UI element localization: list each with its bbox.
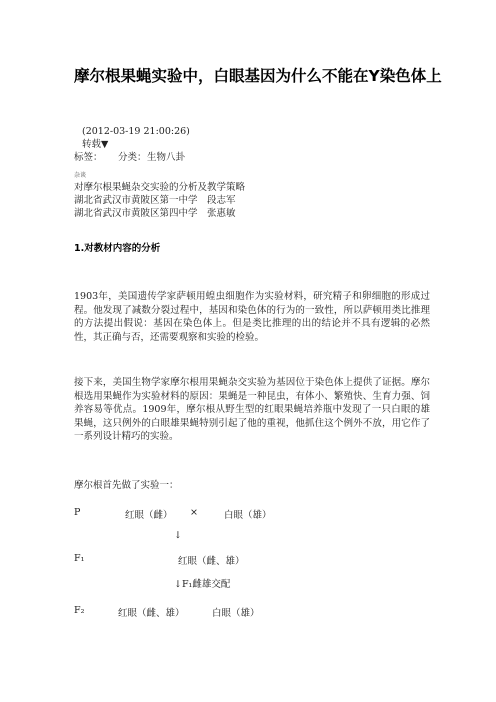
source-tag: 杂谈 (74, 172, 87, 179)
f2-generation-label: F₂ (74, 605, 85, 616)
p-generation-label: P (74, 507, 81, 518)
section-heading: 1.对教材内容的分析 (74, 243, 161, 254)
paragraph-2: 接下来，美国生物学家摩尔根用果蝇杂交实验为基因位于染色体上提供了证据。摩尔根选用果蝇作为实验材料的原因：果蝇是一种昆虫，有体小、繁殖快、生育力强、饲养容易等优点。1909年，摩尔根从野生型的红眼果蝇培养瓶中发现了一只白眼的雄果蝇，这只例外的白眼雄果蝇特别引起了他的重视，他抓住这个例外不放，用它作了一系列设计精巧的实验。 (74, 377, 430, 442)
tags-label: 标签： (74, 152, 103, 163)
intro-line-2: 湖北省武汉市黄陂区第一中学 段志军 (74, 195, 236, 206)
f2-red-phenotype: 红眼（雌、雄） (118, 608, 185, 619)
category-label: 分类： (118, 152, 147, 163)
f2-white-phenotype: 白眼（雄） (212, 608, 260, 619)
paragraph-3: 摩尔根首先做了实验一： (74, 480, 179, 491)
repost-toggle[interactable]: 转载▼ (82, 139, 109, 150)
post-timestamp: (2012-03-19 21:00:26) (82, 126, 190, 137)
category-link[interactable]: 生物八卦 (147, 152, 186, 163)
intro-line-3: 湖北省武汉市黄陂区第四中学 张惠敏 (74, 208, 236, 219)
f1-generation-label: F₁ (74, 553, 85, 564)
paragraph-1: 1903年，美国遗传学家萨顿用蝗虫细胞作为实验材料，研究精子和卵细胞的形成过程。他发现了减数分裂过程中，基因和染色体的行为的一致性，所以萨顿用类比推理的方法提出假说：基因在染色体上。但是类比推理的出的结论并不具有逻辑的必然性，其正确与否，还需要观察和实验的检验。 (74, 291, 430, 343)
p-male-phenotype: 白眼（雄） (224, 510, 272, 521)
f1-mating-arrow: ↓F₁雌雄交配 (174, 579, 231, 590)
intro-line-1: 对摩尔根果蝇杂交实验的分析及教学策略 (74, 182, 246, 193)
cross-symbol: × (190, 507, 198, 518)
article-title: 摩尔根果蝇实验中，白眼基因为什么不能在Y染色体上 (74, 67, 442, 85)
p-female-phenotype: 红眼（雌） (125, 510, 173, 521)
f1-phenotype: 红眼（雌、雄） (178, 556, 245, 567)
down-arrow-icon: ↓ (174, 530, 182, 541)
